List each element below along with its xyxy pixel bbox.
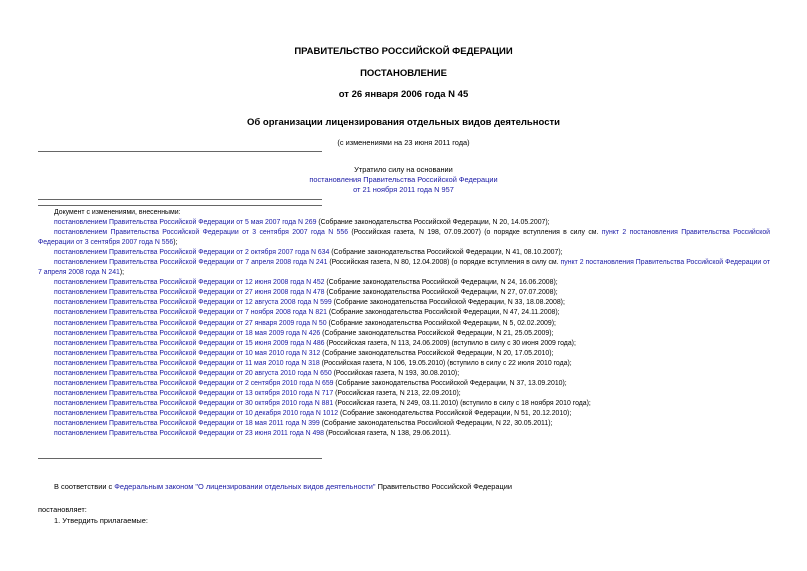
amendment-source: (Собрание законодательства Российской Федерации, N 20, 14.05.2007); <box>316 219 550 227</box>
preamble-text-end: Правительство Российской Федерации <box>375 482 512 491</box>
amendment-source: (Собрание законодательства Российской Федерации, N 20, 17.05.2010); <box>320 349 554 357</box>
amendment-item <box>38 329 770 339</box>
repeal-note: Утратило силу на основании <box>354 165 453 174</box>
amendment-item <box>38 248 770 258</box>
amendments-items <box>38 218 770 439</box>
amendment-source: (Собрание законодательства Российской Федерации, N 21, 25.05.2009); <box>320 329 554 337</box>
repeal-link-date[interactable]: от 21 ноября 2011 года N 957 <box>353 185 454 194</box>
amendment-source: (Собрание законодательства Российской Федерации, N 22, 30.05.2011); <box>319 419 553 427</box>
document-date-heading: от 26 января 2006 года N 45 <box>338 89 469 100</box>
amendment-link[interactable]: постановлением Правительства Российской Федерации от 2 октября 2007 года N 634 <box>54 249 330 257</box>
amendment-link[interactable]: постановлением Правительства Российской Федерации от 18 мая 2009 года N 426 <box>54 329 321 337</box>
amendment-source: (Собрание законодательства Российской Федерации, N 51, 20.12.2010); <box>338 409 572 417</box>
amendments-intro: Документ с изменениями, внесенными: <box>54 209 181 216</box>
amendment-item <box>38 319 770 329</box>
amendment-link[interactable]: постановлением Правительства Российской Федерации от 5 мая 2007 года N 269 <box>54 219 317 227</box>
resolves-paragraph: постановляет: <box>38 505 87 514</box>
amendment-source: (Российская газета, N 80, 12.04.2008) (о порядке вступления в силу см. <box>327 259 561 267</box>
amendment-link[interactable]: постановлением Правительства Российской Федерации от 10 мая 2010 года N 312 <box>54 349 321 357</box>
effective-clause-link[interactable]: пункт 2 постановления Правительства Российской Федерации от 7 апреля 2008 года N 241 <box>38 259 770 277</box>
amendment-source: (Российская газета, N 198, 07.09.2007) (о порядке вступления в силу см. <box>348 229 602 237</box>
amendment-link[interactable]: постановлением Правительства Российской Федерации от 30 октября 2010 года N 881 <box>54 399 334 407</box>
amendment-item <box>38 429 770 439</box>
amendment-source-end: ); <box>173 239 178 247</box>
separator-rule <box>38 199 322 200</box>
amendment-item <box>38 228 770 248</box>
amendment-item <box>38 258 770 278</box>
amendment-item <box>38 419 770 429</box>
amendment-source: (Российская газета, N 193, 30.08.2010); <box>331 369 460 377</box>
amendment-note: (с изменениями на 23 июня 2011 года) <box>337 138 470 147</box>
amendment-source: (Российская газета, N 106, 19.05.2010) (вступило в силу с 22 июля 2010 года); <box>319 359 572 367</box>
amendment-link[interactable]: постановлением Правительства Российской Федерации от 7 апреля 2008 года N 241 <box>54 259 328 267</box>
amendment-item <box>38 308 770 318</box>
repeal-link[interactable]: постановления Правительства Российской Федерации <box>309 175 498 184</box>
document-title: Об организации лицензирования отдельных видов деятельности <box>247 117 560 128</box>
amendment-source: (Российская газета, N 249, 03.11.2010) (вступило в силу с 18 ноября 2010 года); <box>333 399 591 407</box>
amendment-link[interactable]: постановлением Правительства Российской Федерации от 15 июня 2009 года N 486 <box>54 339 325 347</box>
amendment-link[interactable]: постановлением Правительства Российской Федерации от 23 июня 2011 года N 498 <box>54 430 324 438</box>
amendment-link[interactable]: постановлением Правительства Российской Федерации от 27 января 2009 года N 50 <box>54 319 327 327</box>
amendment-source-end: ); <box>119 269 125 277</box>
separator-rule <box>38 458 322 459</box>
amendment-item <box>38 359 770 369</box>
amendment-link[interactable]: постановлением Правительства Российской Федерации от 10 декабря 2010 года N 1012 <box>54 409 339 417</box>
amendment-item <box>38 349 770 359</box>
amendment-item <box>38 339 770 349</box>
amendment-link[interactable]: постановлением Правительства Российской Федерации от 13 октября 2010 года N 717 <box>54 389 334 397</box>
amendment-item <box>38 379 770 389</box>
amendment-link[interactable]: постановлением Правительства Российской Федерации от 7 ноября 2008 года N 821 <box>54 309 327 317</box>
item-1-paragraph: 1. Утвердить прилагаемые: <box>54 516 148 525</box>
amendment-link[interactable]: постановлением Правительства Российской Федерации от 11 мая 2010 года N 318 <box>54 359 320 367</box>
amendment-source: (Российская газета, N 113, 24.06.2009) (вступило в силу с 30 июня 2009 года); <box>324 339 576 347</box>
amendment-source: (Собрание законодательства Российской Федерации, N 47, 24.11.2008); <box>326 309 560 317</box>
amendment-link[interactable]: постановлением Правительства Российской Федерации от 20 августа 2010 года N 650 <box>54 369 332 377</box>
amendment-link[interactable]: постановлением Правительства Российской Федерации от 3 сентября 2007 года N 556 <box>54 229 349 237</box>
amendment-source: (Российская газета, N 138, 29.06.2011). <box>323 430 451 438</box>
amendment-link[interactable]: постановлением Правительства Российской Федерации от 18 мая 2011 года N 399 <box>54 419 320 427</box>
separator-rule <box>38 205 322 206</box>
preamble-text: В соответствии с <box>54 482 115 491</box>
amendment-source: (Собрание законодательства Российской Федерации, N 33, 18.08.2008); <box>331 299 565 307</box>
amendment-link[interactable]: постановлением Правительства Российской Федерации от 2 сентября 2010 года N 659 <box>54 379 334 387</box>
amendment-item <box>38 288 770 298</box>
issuer-heading: ПРАВИТЕЛЬСТВО РОССИЙСКОЙ ФЕДЕРАЦИИ <box>294 46 513 57</box>
amendment-item <box>38 278 770 288</box>
preamble-paragraph <box>38 482 770 491</box>
amendment-source: (Собрание законодательства Российской Федерации, N 24, 16.06.2008); <box>324 279 558 287</box>
amendment-source: (Собрание законодательства Российской Федерации, N 41, 08.10.2007); <box>329 249 563 257</box>
amendment-source: (Российская газета, N 213, 22.09.2010); <box>333 389 461 397</box>
amendment-item <box>38 218 770 228</box>
amendment-source: (Собрание законодательства Российской Федерации, N 5, 02.02.2009); <box>326 319 556 327</box>
separator-rule <box>38 151 322 152</box>
amendment-source: (Собрание законодательства Российской Федерации, N 27, 07.07.2008); <box>324 289 558 297</box>
amendment-link[interactable]: постановлением Правительства Российской Федерации от 27 июня 2008 года N 478 <box>54 289 325 297</box>
document-type-heading: ПОСТАНОВЛЕНИЕ <box>360 68 447 79</box>
amendments-list <box>38 208 770 439</box>
amendment-item <box>38 409 770 419</box>
amendment-link[interactable]: постановлением Правительства Российской Федерации от 12 июня 2008 года N 452 <box>54 279 325 287</box>
amendment-source: (Собрание законодательства Российской Федерации, N 37, 13.09.2010); <box>333 379 567 387</box>
amendment-item <box>38 399 770 409</box>
amendment-item <box>38 369 770 379</box>
amendment-item <box>38 298 770 308</box>
effective-clause-link[interactable]: пункт 2 постановления Правительства Российской Федерации от 3 сентября 2007 года N 556 <box>38 229 771 247</box>
amendment-item <box>38 389 770 399</box>
amendment-link[interactable]: постановлением Правительства Российской Федерации от 12 августа 2008 года N 599 <box>54 299 332 307</box>
federal-law-link[interactable]: Федеральным законом "О лицензировании отдельных видов деятельности" <box>114 482 376 491</box>
